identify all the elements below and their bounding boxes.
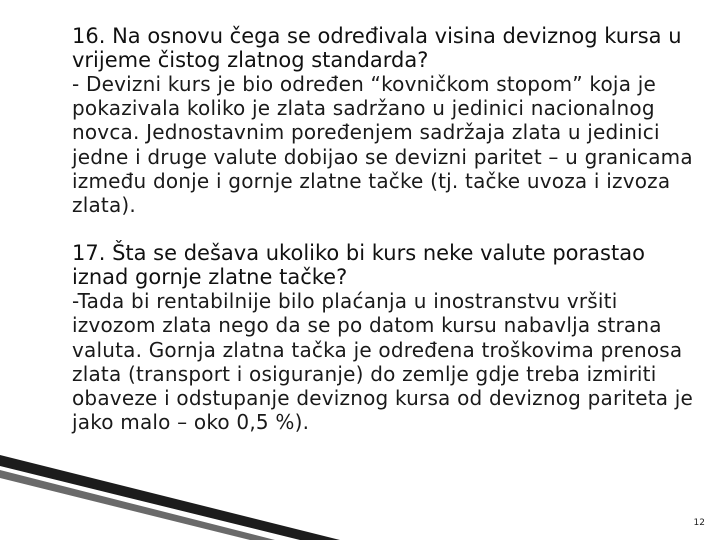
page-number: 12: [693, 518, 705, 528]
decorative-diagonal-stroke-light: [0, 470, 275, 540]
decorative-diagonal-stroke: [0, 455, 340, 540]
slide-content: [72, 24, 702, 434]
qa-block-17: [72, 241, 702, 434]
question-17: 17. Šta se dešava ukoliko bi kurs neke valute porastao iznad gornje zlatne tačke?: [72, 241, 645, 290]
question-16: 16. Na osnovu čega se određivala visina deviznog kursa u vrijeme čistog zlatnog standarda?: [72, 24, 682, 72]
answer-16: - Devizni kurs je bio određen “kovničkom stopom” koja je pokazivala koliko je zlata sadržano u jedinici nacionalnog novca. Jednostavnim poređenjem sadržaja zlata u jedinici jedne i druge valute dobijao se devizni paritet – u granicama između donje i gornje zlatne tačke (tj. tačke uvoza i izvoza zlata).: [72, 72, 693, 218]
qa-block-16: [72, 24, 702, 217]
answer-17: -Tada bi rentabilnije bilo plaćanja u inostranstvu vršiti izvozom zlata nego da se po datom kursu nabavlja strana valuta. Gornja zlatna tačka je određena troškovima prenosa zlata (transport i osiguranje) do zemlje gdje treba izmiriti obaveze i odstupanje deviznog kursa od deviznog pariteta je jako malo – oko 0,5 %).: [72, 289, 694, 435]
